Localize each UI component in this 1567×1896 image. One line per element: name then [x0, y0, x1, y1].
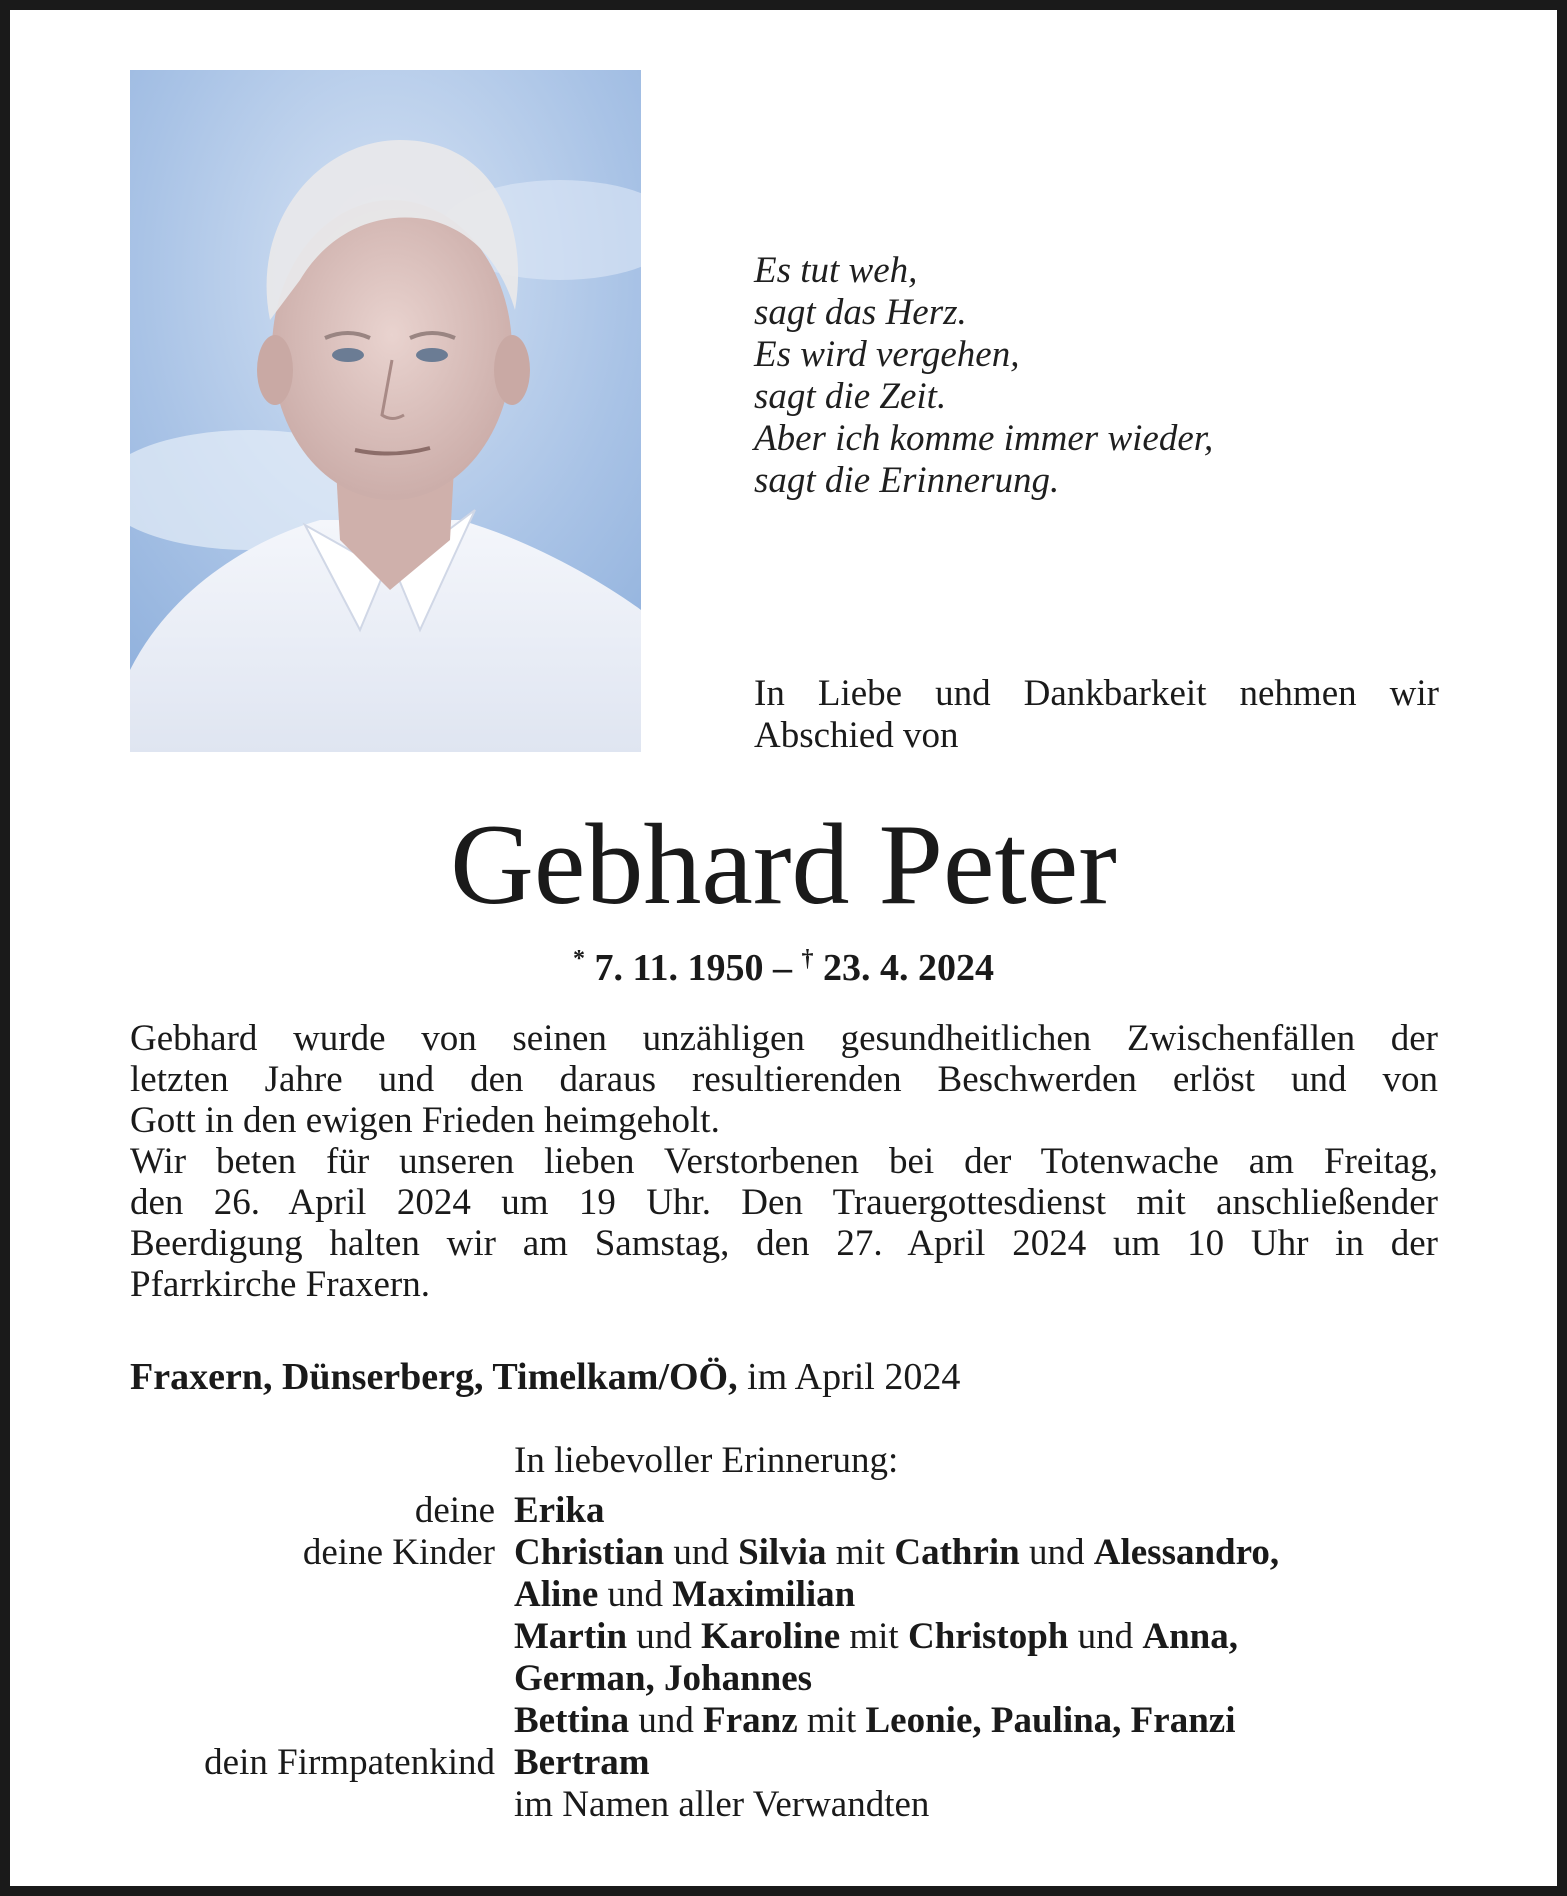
text-line: letzten Jahre und den daraus resultierenden Beschwerden erlöst und von	[130, 1059, 1438, 1100]
portrait-illustration	[130, 70, 641, 752]
conjunction: mit	[849, 1616, 899, 1657]
poem-line: Es tut weh,	[754, 250, 918, 291]
family-row	[0, 1574, 1567, 1616]
conjunction: und	[636, 1616, 692, 1657]
relation-label: deine	[414, 1490, 495, 1531]
grandchild-name: Aline	[514, 1574, 599, 1615]
grandchild-name: Cathrin	[894, 1532, 1020, 1573]
relation-label: deine Kinder	[302, 1532, 495, 1573]
conjunction: mit	[806, 1700, 857, 1741]
child-name: Christian	[514, 1532, 665, 1573]
relation-label: dein Firmpatenkind	[204, 1742, 495, 1783]
life-dates	[0, 935, 1567, 992]
farewell-intro: In Liebe und Dankbarkeit nehmen wir Abschied von	[754, 673, 1439, 756]
poem	[754, 250, 1213, 502]
family-row	[0, 1616, 1567, 1658]
place-names: Fraxern, Dünserberg, Timelkam/OÖ,	[130, 1356, 738, 1398]
poem-line: sagt das Herz.	[754, 292, 967, 333]
portrait-photo	[130, 70, 641, 752]
child-name: Bettina	[514, 1700, 630, 1741]
family-row-closing	[0, 1784, 1567, 1826]
family-row-godchild	[0, 1742, 1567, 1784]
closing-line: im Namen aller Verwandten	[514, 1784, 930, 1825]
conjunction: mit	[835, 1532, 886, 1573]
family-row	[0, 1658, 1567, 1700]
wife-name: Erika	[514, 1490, 605, 1531]
birth-symbol: *	[573, 946, 586, 972]
obituary-text	[130, 1018, 1438, 1305]
date-separator: –	[772, 947, 792, 989]
family-row-children	[0, 1532, 1567, 1574]
text-line: Beerdigung halten wir am Samstag, den 27. April 2024 um 10 Uhr in der	[130, 1223, 1438, 1264]
conjunction: und	[673, 1532, 729, 1573]
grandchild-names: Leonie, Paulina, Franzi	[865, 1700, 1236, 1741]
poem-line: Es wird vergehen,	[754, 334, 1020, 375]
partner-name: Franz	[703, 1700, 798, 1741]
place-and-date	[130, 1355, 960, 1399]
birth-date: 7. 11. 1950	[594, 947, 764, 989]
family-row	[0, 1700, 1567, 1742]
partner-name: Karoline	[701, 1616, 841, 1657]
conjunction: und	[607, 1574, 664, 1615]
grandchild-name: Anna,	[1142, 1616, 1238, 1657]
family-list	[0, 1490, 1567, 1826]
death-symbol: †	[801, 946, 814, 972]
memory-heading: In liebevoller Erinnerung:	[514, 1440, 899, 1481]
text-line: den 26. April 2024 um 19 Uhr. Den Trauergottesdienst mit anschließender	[130, 1182, 1438, 1223]
poem-line: sagt die Erinnerung.	[754, 460, 1060, 501]
poem-line: Aber ich komme immer wieder,	[754, 418, 1214, 459]
grandchild-names: German, Johannes	[514, 1658, 813, 1699]
text-line: Wir beten für unseren lieben Verstorbenen bei der Totenwache am Freitag,	[130, 1141, 1438, 1182]
family-row-wife	[0, 1490, 1567, 1532]
godchild-name: Bertram	[514, 1742, 650, 1783]
partner-name: Silvia	[738, 1532, 827, 1573]
text-line: Gebhard wurde von seinen unzähligen gesundheitlichen Zwischenfällen der	[130, 1018, 1438, 1059]
grandchild-name: Christoph	[907, 1616, 1069, 1657]
conjunction: und	[1077, 1616, 1134, 1657]
grandchild-name: Alessandro,	[1093, 1532, 1280, 1573]
text-line: Gott in den ewigen Frieden heimgeholt.	[130, 1100, 720, 1141]
month-date: im April 2024	[747, 1356, 961, 1398]
death-date: 23. 4. 2024	[822, 947, 994, 989]
conjunction: und	[1029, 1532, 1085, 1573]
grandchild-name: Maximilian	[672, 1574, 856, 1615]
poem-line: sagt die Zeit.	[754, 376, 947, 417]
text-line: Pfarrkirche Fraxern.	[130, 1264, 430, 1305]
child-name: Martin	[514, 1616, 628, 1657]
conjunction: und	[638, 1700, 694, 1741]
deceased-name: Gebhard Peter	[450, 801, 1117, 929]
